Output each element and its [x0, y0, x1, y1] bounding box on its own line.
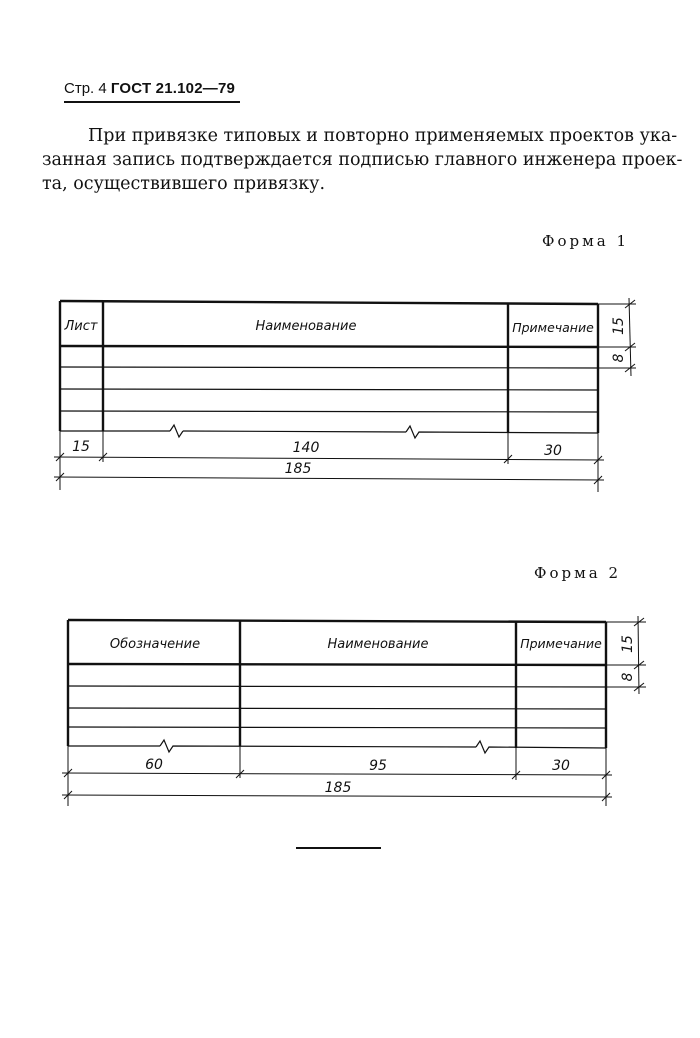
form1-col-sheet: Лист — [64, 319, 98, 334]
paragraph-line-2: занная запись подтверждается подписью главного инженера проек- — [42, 150, 683, 170]
form2-row-line — [68, 708, 606, 709]
paragraph-line-3: та, осуществившего привязку. — [42, 174, 326, 194]
paragraph-line-1: При привязке типовых и повторно применяемых проектов ука- — [88, 126, 678, 146]
form2-header-bottom — [68, 664, 606, 665]
form2-total-width: 185 — [324, 780, 352, 796]
form1-dim-line-total — [54, 477, 604, 480]
form1-width-1: 15 — [72, 439, 90, 455]
form2-vdim-line — [638, 616, 639, 694]
form1-col-name: Наименование — [255, 319, 357, 334]
form1-width-3: 30 — [544, 443, 562, 459]
form2-row-line — [68, 727, 606, 728]
form2-top-border — [68, 620, 606, 622]
form2-header-height: 15 — [620, 635, 636, 653]
form1-break-zigzag-1 — [170, 425, 183, 437]
form1-header-bottom — [60, 346, 598, 347]
form2-width-1: 60 — [145, 757, 163, 773]
form2-dim-line — [62, 773, 612, 775]
page-number: Стр. 4 — [64, 80, 107, 97]
form2-col-note: Примечание — [520, 636, 602, 651]
form1-title: Форма 1 — [542, 232, 630, 250]
form1-row-height: 8 — [611, 353, 627, 363]
form1-col-note: Примечание — [512, 320, 594, 335]
form1-top-border — [60, 301, 598, 304]
form1-row-line — [60, 389, 598, 390]
form1-row-line — [60, 411, 598, 412]
form2-col-designation: Обозначение — [109, 637, 201, 652]
form1-row-line — [60, 367, 598, 368]
form1-break-zigzag-2 — [406, 426, 598, 438]
end-of-section-rule — [296, 847, 381, 849]
form2-break-zigzag-2 — [476, 741, 606, 753]
form2-row-line — [68, 686, 606, 687]
standard-number: ГОСТ 21.102—79 — [110, 80, 236, 97]
form1-break-line — [183, 431, 406, 432]
form1-header-height: 15 — [611, 317, 627, 335]
form2-col-name: Наименование — [327, 637, 429, 652]
form2-row-height: 8 — [620, 672, 636, 682]
form1-total-width: 185 — [284, 461, 312, 477]
form2-width-3: 30 — [552, 758, 570, 774]
form2-width-2: 95 — [369, 758, 387, 774]
form1-width-2: 140 — [292, 440, 320, 456]
form2-break-zigzag-1 — [160, 740, 476, 752]
form1-dim-line — [54, 457, 604, 460]
form2-title: Форма 2 — [534, 564, 622, 582]
form1-vdim-line — [629, 298, 631, 376]
